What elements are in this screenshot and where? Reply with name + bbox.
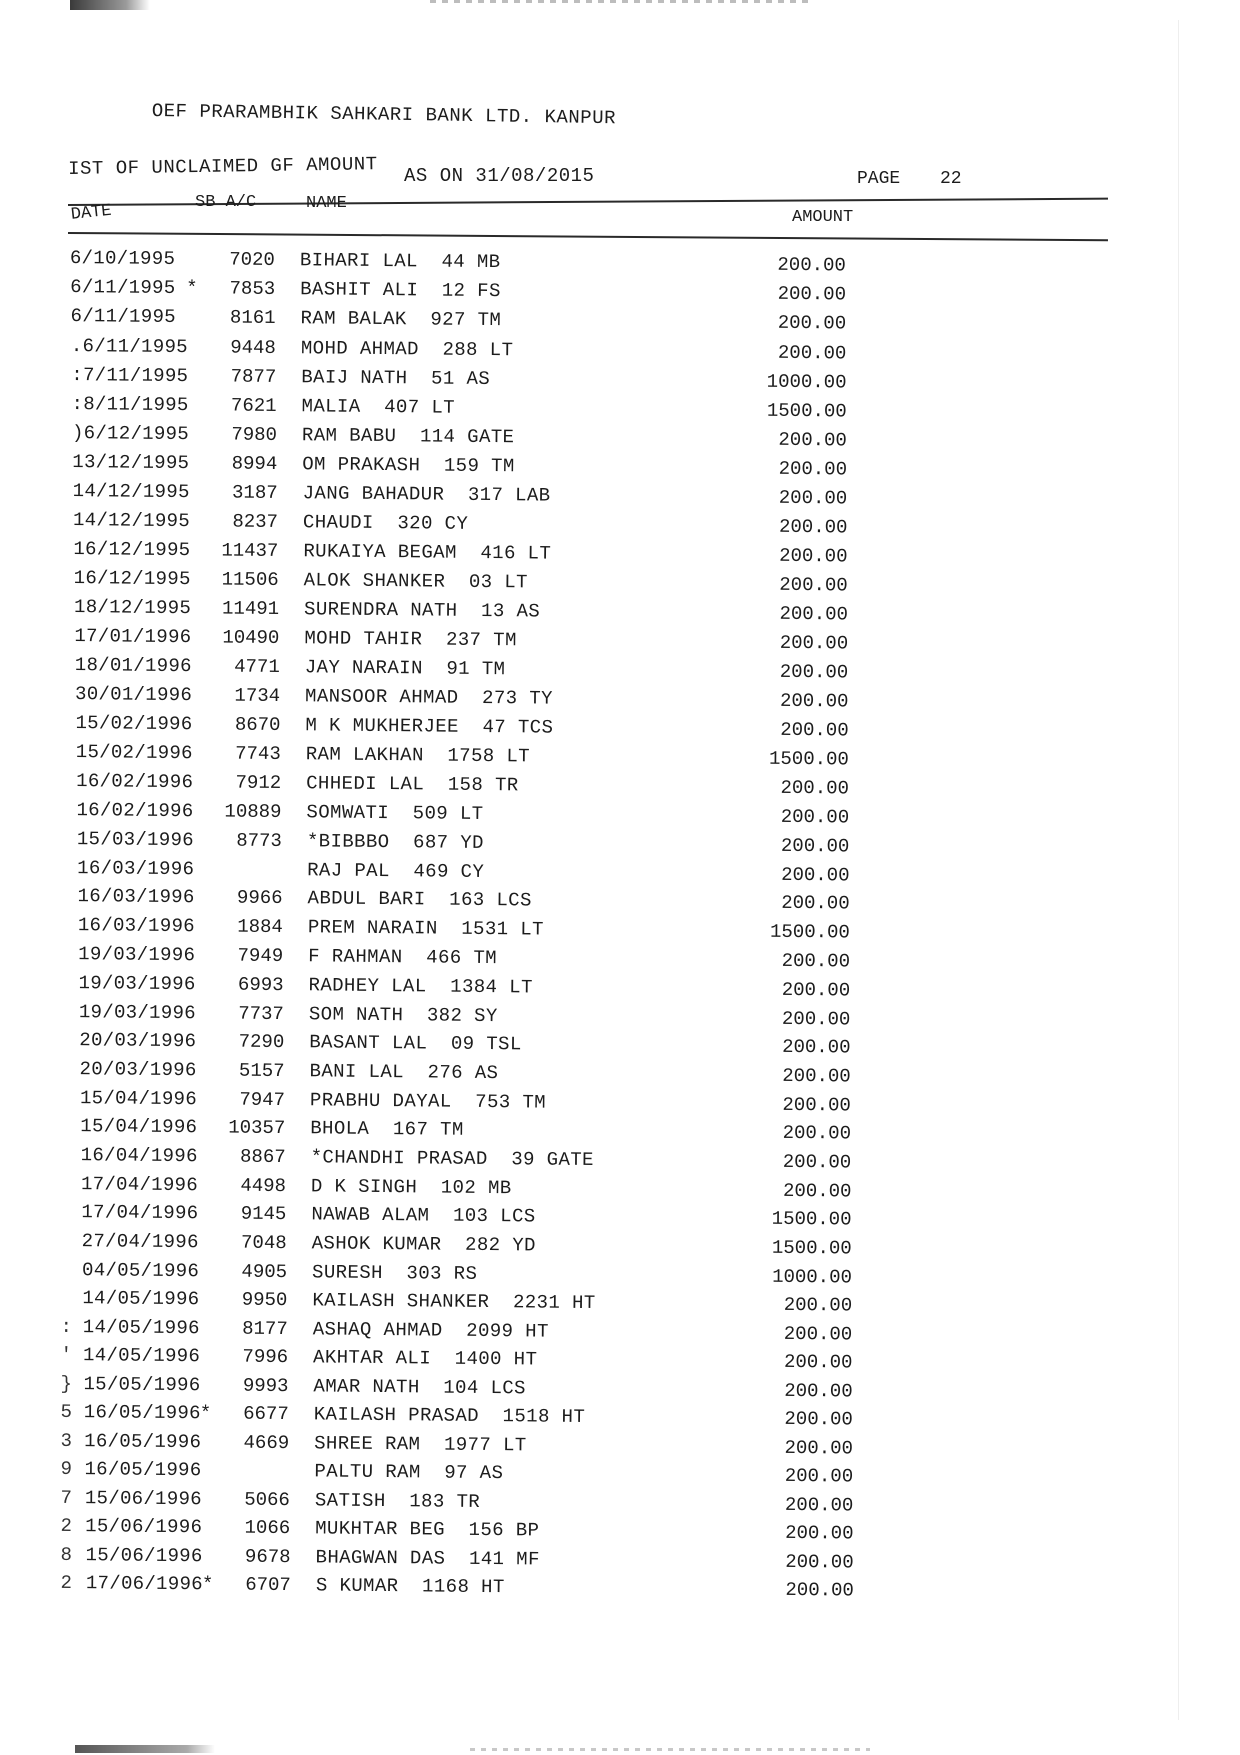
row-name: *CHANDHI PRASAD 39 GATE xyxy=(310,1146,595,1172)
row-margin-mark: 9 xyxy=(60,1458,72,1481)
row-amount: 200.00 xyxy=(783,1351,853,1374)
row-date: 6/11/1995 xyxy=(70,305,177,329)
row-amount: 200.00 xyxy=(780,805,850,829)
row-date: 19/03/1996 xyxy=(78,943,196,967)
row-name: JANG BAHADUR 317 LAB xyxy=(302,482,551,507)
row-sb-account: 8994 xyxy=(231,452,278,475)
row-sb-account xyxy=(212,858,282,859)
row-name: BASANT LAL 09 TSL xyxy=(309,1031,522,1056)
column-header-amount: AMOUNT xyxy=(792,208,854,227)
row-sb-account: 8867 xyxy=(239,1145,286,1169)
row-date: 16/02/1996 xyxy=(76,769,194,794)
row-sb-account: 4669 xyxy=(243,1431,290,1454)
row-amount: 200.00 xyxy=(782,1064,851,1088)
row-date: 30/01/1996 xyxy=(74,683,193,707)
row-sb-account: 9950 xyxy=(241,1288,288,1312)
row-amount: 200.00 xyxy=(784,1493,854,1517)
row-sb-account: 9145 xyxy=(240,1203,287,1226)
row-sb-account: 1734 xyxy=(234,684,281,708)
row-amount: 1500.00 xyxy=(766,399,847,423)
row-sb-account: 11491 xyxy=(221,597,280,621)
row-name: SURENDRA NATH 13 AS xyxy=(303,598,541,623)
row-amount: 1500.00 xyxy=(768,747,849,771)
column-header-date: DATE xyxy=(70,201,113,225)
row-sb-account: 10490 xyxy=(222,626,280,650)
row-sb-account: 7737 xyxy=(238,1002,284,1025)
row-sb-account: 9966 xyxy=(236,886,283,910)
row-amount: 200.00 xyxy=(779,632,849,655)
row-sb-account: 9993 xyxy=(242,1374,289,1397)
row-date: 14/05/1996 xyxy=(82,1315,200,1340)
row-name: F RAHMAN 466 TM xyxy=(308,945,498,970)
row-date: 16/05/1996 xyxy=(84,1430,202,1454)
row-date: 15/06/1996 xyxy=(84,1487,203,1511)
row-date: 15/05/1996 xyxy=(83,1373,201,1397)
row-name: BIHARI LAL 44 MB xyxy=(299,249,501,274)
row-sb-account: 5066 xyxy=(244,1488,290,1512)
row-name: NAWAB ALAM 103 LCS xyxy=(311,1203,536,1228)
row-amount: 200.00 xyxy=(778,486,848,510)
row-date: 14/12/1995 xyxy=(72,509,191,533)
row-date: 15/04/1996 xyxy=(80,1115,198,1139)
row-sb-account: 6677 xyxy=(243,1403,289,1426)
row-date: 14/12/1995 xyxy=(72,480,190,504)
bank-title: OEF PRARAMBHIK SAHKARI BANK LTD. KANPUR xyxy=(151,100,617,130)
row-date: 15/06/1996 xyxy=(85,1543,203,1568)
row-sb-account: 8237 xyxy=(232,510,279,534)
row-name: ASHOK KUMAR 282 YD xyxy=(311,1232,537,1257)
row-margin-mark: ' xyxy=(60,1344,72,1367)
row-name: SHREE RAM 1977 LT xyxy=(314,1432,527,1457)
row-amount: 200.00 xyxy=(779,690,849,713)
row-date: 20/03/1996 xyxy=(79,1029,197,1053)
row-date: )6/12/1995 xyxy=(71,421,190,446)
row-sb-account: 11506 xyxy=(221,568,279,592)
column-header-name: NAME xyxy=(306,194,347,213)
row-date: 18/01/1996 xyxy=(74,654,192,678)
row-amount: 200.00 xyxy=(777,341,847,364)
row-amount: 200.00 xyxy=(785,1522,854,1545)
row-name: KAILASH SHANKER 2231 HT xyxy=(312,1289,596,1315)
row-date: 14/05/1996 xyxy=(82,1287,200,1311)
row-amount: 200.00 xyxy=(779,603,849,626)
row-date: 16/02/1996 xyxy=(76,798,194,822)
row-name: RAM BABU 114 GATE xyxy=(301,424,515,449)
row-name: SURESH 303 RS xyxy=(311,1261,478,1285)
row-amount: 200.00 xyxy=(784,1465,854,1488)
row-margin-mark: } xyxy=(60,1372,72,1395)
row-name: AKHTAR ALI 1400 HT xyxy=(312,1346,538,1371)
row-amount: 200.00 xyxy=(779,661,849,684)
scan-artifact-bottom xyxy=(75,1745,215,1753)
row-sb-account: 4905 xyxy=(241,1260,288,1283)
row-name: D K SINGH 102 MB xyxy=(310,1175,512,1200)
row-amount: 200.00 xyxy=(784,1408,853,1431)
row-date: 15/04/1996 xyxy=(79,1086,198,1110)
row-name: PRABHU DAYAL 753 TM xyxy=(309,1088,547,1114)
row-date: 15/03/1996 xyxy=(76,827,195,851)
row-margin-mark: 2 xyxy=(60,1572,72,1595)
row-amount: 200.00 xyxy=(782,1036,851,1059)
row-name: M K MUKHERJEE 47 TCS xyxy=(305,714,554,739)
row-sb-account: 7048 xyxy=(240,1231,287,1255)
row-name: *BIBBBO 687 YD xyxy=(306,829,485,854)
row-name: RUKAIYA BEGAM 416 LT xyxy=(303,540,552,565)
row-amount: 200.00 xyxy=(783,1322,853,1346)
row-name: MUKHTAR BEG 156 BP xyxy=(315,1517,540,1542)
column-header-sb-ac: SB A/C xyxy=(195,193,257,212)
row-sb-account: 7290 xyxy=(238,1030,285,1054)
row-date: 16/03/1996 xyxy=(77,914,196,938)
row-sb-account xyxy=(220,1460,290,1461)
row-date: :7/11/1995 xyxy=(71,363,189,387)
row-sb-account: 4498 xyxy=(240,1174,287,1197)
row-date: 16/04/1996 xyxy=(80,1144,198,1168)
row-date: .6/11/1995 xyxy=(70,334,189,358)
row-sb-account: 1066 xyxy=(244,1516,291,1540)
row-date: 19/03/1996 xyxy=(78,971,196,996)
row-amount: 200.00 xyxy=(781,949,851,973)
row-name: RAJ PAL 469 CY xyxy=(307,858,485,883)
row-amount: 200.00 xyxy=(785,1579,854,1602)
row-amount: 200.00 xyxy=(778,457,848,481)
row-sb-account: 8773 xyxy=(236,829,282,852)
row-name: CHHEDI LAL 158 TR xyxy=(306,772,519,797)
row-date: :8/11/1995 xyxy=(71,392,189,416)
row-name: SOMWATI 509 LT xyxy=(306,801,484,825)
row-sb-account: 7947 xyxy=(239,1088,286,1111)
row-amount: 200.00 xyxy=(778,515,848,539)
row-name: ABDUL BARI 163 LCS xyxy=(307,887,532,912)
row-amount: 1000.00 xyxy=(772,1265,853,1289)
row-sb-account: 7020 xyxy=(229,248,275,271)
row-amount: 200.00 xyxy=(782,1150,852,1174)
row-date: 6/11/1995 xyxy=(70,276,176,300)
row-amount: 1500.00 xyxy=(769,920,850,944)
row-date: 18/12/1995 xyxy=(73,596,192,620)
row-sb-account: 3187 xyxy=(231,481,278,505)
row-amount: 200.00 xyxy=(781,1007,851,1030)
row-name: RAM BALAK 927 TM xyxy=(300,307,502,332)
row-amount: 200.00 xyxy=(783,1294,853,1317)
row-amount: 200.00 xyxy=(782,1093,851,1117)
row-margin-mark: 5 xyxy=(60,1401,72,1424)
row-name: MOHD AHMAD 288 LT xyxy=(300,336,514,361)
row-sb-account: 7853 xyxy=(229,277,276,301)
as-on-date: AS ON 31/08/2015 xyxy=(404,165,595,187)
row-name: SOM NATH 382 SY xyxy=(308,1002,498,1027)
row-amount: 200.00 xyxy=(784,1436,854,1460)
row-name: RADHEY LAL 1384 LT xyxy=(308,974,533,999)
scan-artifact-bottom-dots xyxy=(470,1748,870,1751)
row-date: 04/05/1996 xyxy=(81,1258,200,1282)
row-date: 16/12/1995 xyxy=(73,538,191,562)
row-name: PALTU RAM 97 AS xyxy=(314,1460,504,1485)
row-date: 17/06/1996 xyxy=(85,1572,204,1596)
row-amount: 200.00 xyxy=(777,282,847,306)
row-sb-account: 10889 xyxy=(224,800,282,823)
row-name: KAILASH PRASAD 1518 HT xyxy=(313,1403,586,1429)
row-sb-account: 6707 xyxy=(245,1573,291,1597)
row-star: * xyxy=(199,1402,212,1425)
row-date: 15/06/1996 xyxy=(85,1515,203,1539)
row-name: BHOLA 167 TM xyxy=(310,1117,464,1142)
row-sb-account: 4771 xyxy=(234,655,280,679)
row-date: 15/02/1996 xyxy=(75,741,193,765)
row-name: BAIJ NATH 51 AS xyxy=(301,365,491,390)
row-amount: 200.00 xyxy=(781,892,850,915)
row-date: 19/03/1996 xyxy=(78,1000,197,1024)
row-name: OM PRAKASH 159 TM xyxy=(302,453,515,478)
row-name: JAY NARAIN 91 TM xyxy=(304,656,506,681)
row-date: 17/01/1996 xyxy=(74,625,192,649)
page-label: PAGE xyxy=(857,169,901,189)
row-date: 27/04/1996 xyxy=(81,1230,199,1254)
row-date: 6/10/1995 xyxy=(69,247,176,271)
row-amount: 200.00 xyxy=(777,253,846,277)
row-margin-mark: : xyxy=(60,1315,72,1338)
row-sb-account: 1884 xyxy=(237,915,283,939)
row-sb-account: 7621 xyxy=(230,394,277,417)
list-title: IST OF UNCLAIMED GF AMOUNT xyxy=(68,153,378,180)
page-number: 22 xyxy=(940,169,962,189)
row-amount: 1500.00 xyxy=(771,1236,852,1260)
row-sb-account: 7996 xyxy=(242,1346,289,1369)
row-amount: 200.00 xyxy=(780,776,850,800)
row-name: SATISH 183 TR xyxy=(314,1489,481,1513)
row-date: 20/03/1996 xyxy=(79,1058,197,1082)
row-name: MANSOOR AHMAD 273 TY xyxy=(304,685,554,710)
row-name: AMAR NATH 104 LCS xyxy=(313,1375,527,1400)
row-name: ALOK SHANKER 03 LT xyxy=(303,569,529,594)
row-amount: 200.00 xyxy=(781,978,851,1002)
row-date: 13/12/1995 xyxy=(72,451,190,475)
row-amount: 200.00 xyxy=(777,312,847,335)
row-margin-mark: 2 xyxy=(60,1515,72,1538)
row-margin-mark: 8 xyxy=(60,1543,72,1566)
row-date: 16/03/1996 xyxy=(77,856,195,880)
row-name: BASHIT ALI 12 FS xyxy=(300,278,501,303)
row-name: BANI LAL 276 AS xyxy=(309,1060,499,1085)
row-name: MOHD TAHIR 237 TM xyxy=(304,627,517,652)
row-sb-account: 9448 xyxy=(230,336,276,359)
row-sb-account: 7743 xyxy=(235,742,281,766)
row-amount: 200.00 xyxy=(785,1550,854,1574)
row-margin-mark: 3 xyxy=(60,1429,72,1452)
row-sb-account: 11437 xyxy=(221,539,279,563)
row-sb-account: 7949 xyxy=(237,944,284,968)
row-date: 17/04/1996 xyxy=(80,1172,199,1197)
row-amount: 200.00 xyxy=(784,1379,853,1403)
row-margin-mark: 7 xyxy=(60,1486,72,1509)
row-sb-account: 7980 xyxy=(231,423,278,446)
row-sb-account: 6993 xyxy=(237,973,284,996)
row-amount: 1500.00 xyxy=(771,1208,852,1231)
row-sb-account: 5157 xyxy=(238,1059,285,1083)
row-name: RAM LAKHAN 1758 LT xyxy=(305,743,531,768)
row-date: 14/05/1996 xyxy=(82,1344,201,1368)
row-amount: 1000.00 xyxy=(766,370,847,394)
row-name: MALIA 407 LT xyxy=(301,395,456,419)
row-sb-account: 8670 xyxy=(234,713,281,737)
row-sb-account: 10357 xyxy=(228,1116,286,1140)
row-sb-account: 8161 xyxy=(229,306,276,330)
row-sb-account: 7877 xyxy=(230,365,277,388)
row-sb-account: 8177 xyxy=(242,1317,288,1340)
row-date: 16/05/1996 xyxy=(84,1458,202,1482)
row-amount: 200.00 xyxy=(782,1179,852,1203)
row-amount: 200.00 xyxy=(779,544,848,568)
row-name: ASHAQ AHMAD 2099 HT xyxy=(312,1318,549,1343)
row-date: 16/12/1995 xyxy=(73,567,191,591)
row-date: 16/05/1996 xyxy=(83,1401,201,1425)
row-amount: 200.00 xyxy=(778,428,847,452)
row-name: S KUMAR 1168 HT xyxy=(315,1574,505,1599)
row-star: * xyxy=(186,277,198,300)
row-amount: 200.00 xyxy=(779,573,848,597)
row-sb-account: 7912 xyxy=(235,771,282,794)
row-amount: 200.00 xyxy=(782,1122,852,1145)
row-name: CHAUDI 320 CY xyxy=(302,511,469,536)
row-amount: 200.00 xyxy=(780,834,850,858)
row-name: PREM NARAIN 1531 LT xyxy=(307,916,545,941)
row-name: BHAGWAN DAS 141 MF xyxy=(315,1546,540,1571)
row-date: 15/02/1996 xyxy=(75,712,193,736)
row-date: 17/04/1996 xyxy=(81,1201,199,1225)
row-amount: 200.00 xyxy=(780,718,849,742)
row-amount: 200.00 xyxy=(781,863,850,886)
row-sb-account: 9678 xyxy=(244,1545,291,1568)
row-date: 16/03/1996 xyxy=(77,885,195,909)
row-star: * xyxy=(201,1573,214,1596)
